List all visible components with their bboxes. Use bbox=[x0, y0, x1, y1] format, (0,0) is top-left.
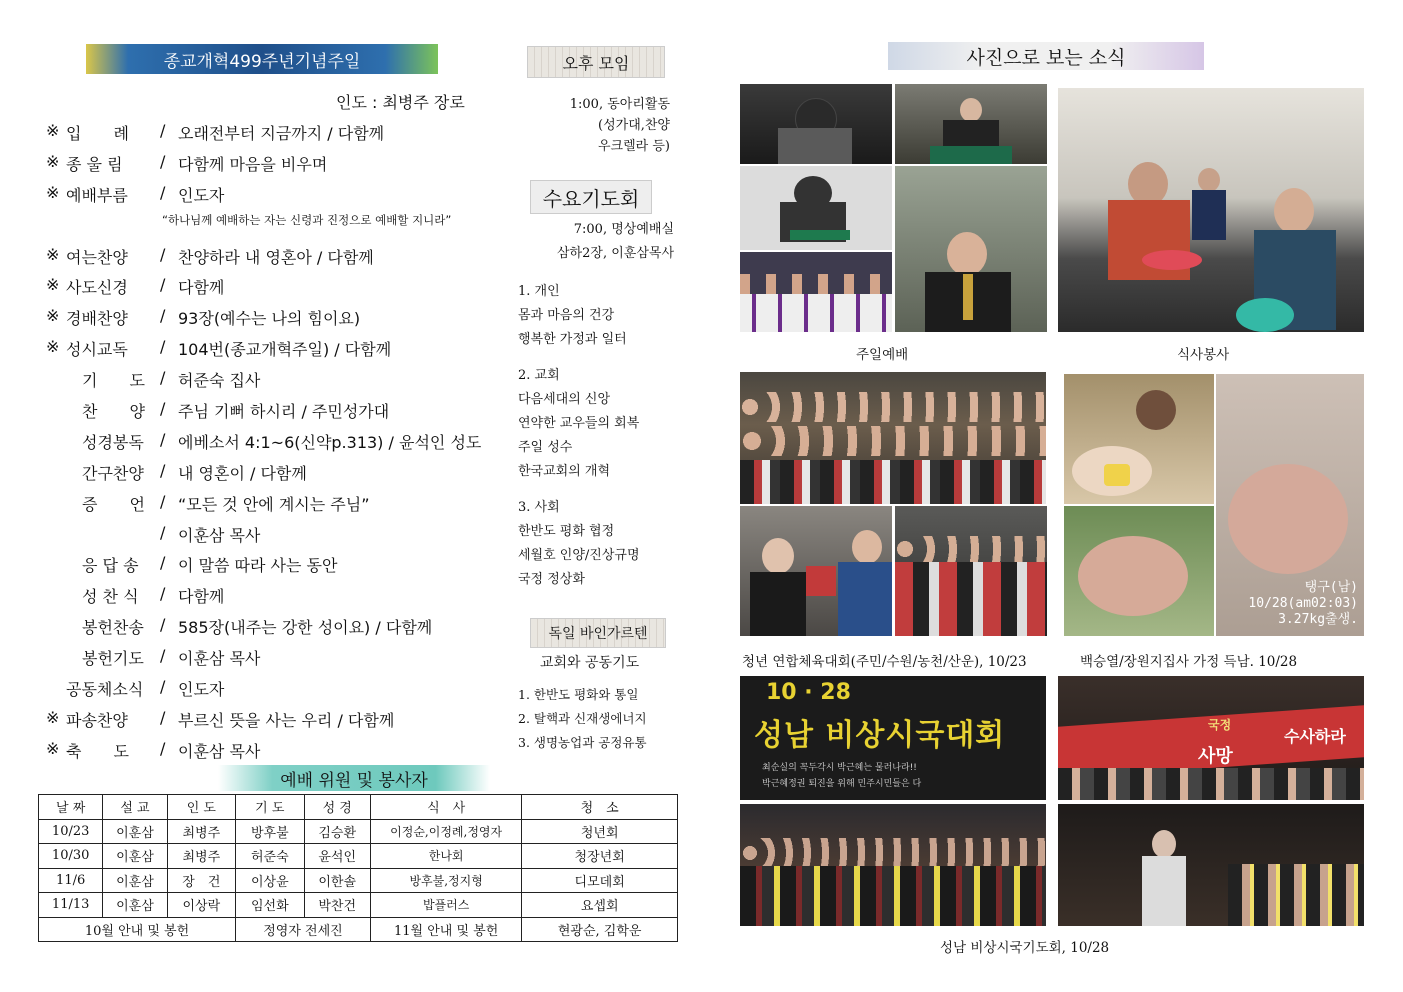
banner-small-2: 박근혜정권 퇴진을 위해 민주시민들은 다 bbox=[762, 779, 922, 789]
protest-sign-2: 사망 bbox=[1198, 746, 1233, 767]
order-separator: / bbox=[160, 399, 166, 419]
order-item-name: 입 례 bbox=[66, 124, 129, 143]
order-item-desc: “모든 것 안에 계시는 주님” bbox=[178, 494, 370, 514]
text-line: 1. 한반도 평화와 통일 bbox=[518, 687, 639, 702]
worship-order-row bbox=[40, 301, 500, 332]
order-item-name: 성 찬 식 bbox=[66, 587, 139, 607]
order-item-name: 파송찬양 bbox=[66, 710, 128, 730]
weingarten-subtitle: 교회와 공동기도 bbox=[540, 655, 640, 671]
table-header-cell: 식 사 bbox=[370, 795, 521, 820]
staff-table bbox=[38, 794, 678, 942]
order-item-name: 공동체소식 bbox=[66, 680, 144, 700]
prayer-topics bbox=[518, 280, 688, 592]
order-separator: / bbox=[160, 584, 166, 604]
worship-order-row bbox=[40, 270, 500, 301]
staff-section-title: 예배 위원 및 봉사자 bbox=[218, 765, 490, 791]
table-cell: 이상락 bbox=[167, 893, 235, 918]
order-separator: / bbox=[160, 491, 166, 511]
table-cell: 방후불 bbox=[236, 819, 304, 844]
order-item-name: 응 답 송 bbox=[66, 556, 139, 576]
worship-photo-choir bbox=[740, 252, 892, 332]
order-mark: ※ bbox=[46, 151, 60, 171]
order-separator: / bbox=[160, 429, 166, 449]
rally-crowd-photo bbox=[740, 804, 1046, 926]
banner-small-1: 최순실의 꼭두각시 박근혜는 물러나라!! bbox=[762, 763, 917, 773]
order-item-desc: 이훈삼 목사 bbox=[178, 649, 261, 669]
worship-photo-prayer bbox=[740, 84, 892, 164]
worship-order-row bbox=[40, 116, 500, 147]
table-row bbox=[39, 893, 678, 918]
banner-main: 성남 비상시국대회 bbox=[754, 718, 1006, 753]
table-cell: 방후불,정지형 bbox=[370, 868, 521, 893]
table-cell: 요셉회 bbox=[522, 893, 678, 918]
table-cell: 이훈삼 bbox=[103, 844, 167, 869]
birth-photo-text bbox=[1248, 580, 1358, 628]
prayer-line: 국정 정상화 bbox=[518, 572, 585, 587]
sports-photo-tug-of-war bbox=[895, 506, 1047, 636]
order-item-desc: 이 말씀 따라 사는 동안 bbox=[178, 556, 338, 576]
afternoon-details bbox=[560, 94, 670, 157]
footer-cell: 10월 안내 및 봉헌 bbox=[39, 917, 236, 942]
order-item-desc: 585장(내주는 강한 성이요) / 다함께 bbox=[178, 618, 433, 638]
text-line: 10/28(am02:03) bbox=[1248, 596, 1358, 611]
order-separator: / bbox=[160, 553, 166, 573]
table-header-cell: 날 짜 bbox=[39, 795, 103, 820]
prayer-line: 1. 개인 bbox=[518, 284, 560, 299]
order-item-name: 성경봉독 bbox=[66, 432, 144, 452]
order-separator: / bbox=[160, 646, 166, 666]
order-separator: / bbox=[160, 306, 166, 326]
table-cell: 이훈삼 bbox=[103, 819, 167, 844]
worship-order-row bbox=[40, 672, 500, 703]
table-cell: 이한솔 bbox=[304, 868, 370, 893]
table-header-cell: 인 도 bbox=[167, 795, 235, 820]
worship-order-row bbox=[40, 363, 500, 394]
rally-prayer-photo bbox=[1058, 804, 1364, 926]
table-cell: 김승환 bbox=[304, 819, 370, 844]
order-item-desc: 이훈삼 목사 bbox=[178, 741, 261, 761]
order-item-desc: 허준숙 집사 bbox=[178, 371, 261, 391]
order-item-name: 예배부름 bbox=[66, 185, 128, 205]
worship-order-row bbox=[40, 332, 500, 363]
order-item-desc: 인도자 bbox=[178, 185, 225, 205]
worship-order-row bbox=[40, 240, 500, 271]
footer-cell: 현광순, 김학운 bbox=[522, 917, 678, 942]
order-mark: ※ bbox=[46, 337, 60, 357]
table-cell: 이훈삼 bbox=[103, 893, 167, 918]
table-cell: 장 건 bbox=[167, 868, 235, 893]
afternoon-meeting-label: 오후 모임 bbox=[562, 53, 630, 73]
table-row bbox=[39, 844, 678, 869]
table-header-cell: 설 교 bbox=[103, 795, 167, 820]
order-item-desc: 104번(종교개혁주일) / 다함께 bbox=[178, 340, 392, 360]
table-row bbox=[39, 868, 678, 893]
table-cell: 허준숙 bbox=[236, 844, 304, 869]
text-line: (성가대,찬양 bbox=[598, 118, 670, 133]
text-line: 7:00, 명상예배실 bbox=[573, 222, 674, 237]
table-cell: 디모데회 bbox=[522, 868, 678, 893]
prayer-line: 행복한 가정과 일터 bbox=[518, 332, 627, 347]
text-line: 3.27kg출생. bbox=[1278, 612, 1358, 627]
rally-caption: 성남 비상시국기도회, 10/28 bbox=[940, 940, 1110, 956]
order-separator: / bbox=[160, 677, 166, 697]
order-item-desc: 내 영혼이 / 다함께 bbox=[178, 463, 307, 483]
sports-caption: 청년 연합체육대회(주민/수원/농천/산운), 10/23 bbox=[742, 654, 1027, 670]
order-mark: ※ bbox=[46, 738, 60, 758]
order-separator: / bbox=[160, 738, 166, 758]
order-item-name: 성시교독 bbox=[66, 340, 128, 360]
worship-order-row bbox=[40, 703, 500, 734]
worship-photo-communion bbox=[740, 166, 892, 250]
sports-group-photo bbox=[740, 372, 1046, 504]
order-item-name: 증 언 bbox=[66, 494, 145, 514]
worship-order-row bbox=[40, 394, 500, 425]
order-mark: ※ bbox=[46, 275, 60, 295]
footer-cell: 정영자 전세진 bbox=[236, 917, 371, 942]
weingarten-list bbox=[518, 683, 647, 755]
prayer-line: 한국교회의 개혁 bbox=[518, 464, 611, 479]
table-cell: 한나회 bbox=[370, 844, 521, 869]
table-header-cell: 성 경 bbox=[304, 795, 370, 820]
footer-cell: 11월 안내 및 봉헌 bbox=[370, 917, 521, 942]
afternoon-meeting-title bbox=[527, 46, 665, 78]
worship-order-row bbox=[40, 610, 500, 641]
order-item-name: 경배찬양 bbox=[66, 309, 128, 329]
table-cell: 윤석인 bbox=[304, 844, 370, 869]
order-separator: / bbox=[160, 151, 166, 171]
prayer-line bbox=[518, 484, 688, 496]
prayer-line: 다음세대의 신앙 bbox=[518, 392, 611, 407]
order-item-name: 봉헌기도 bbox=[66, 649, 144, 669]
wednesday-prayer-label: 수요기도회 bbox=[542, 186, 640, 211]
meal-service-photo bbox=[1058, 88, 1364, 332]
order-mark: ※ bbox=[46, 121, 60, 140]
order-item-desc: 주님 기뻐 하시리 / 주민성가대 bbox=[178, 402, 390, 422]
weingarten-label: 독일 바인가르텐 bbox=[548, 626, 648, 642]
call-to-worship-quote: “하나님께 예배하는 자는 신령과 진정으로 예배할 지니라” bbox=[162, 213, 452, 227]
table-cell: 청년회 bbox=[522, 819, 678, 844]
order-item-name: 기 도 bbox=[66, 371, 145, 391]
protest-sign-1: 수사하라 bbox=[1284, 727, 1346, 746]
weingarten-title bbox=[530, 618, 666, 648]
table-header-cell: 청 소 bbox=[522, 795, 678, 820]
worship-order-row bbox=[40, 641, 500, 672]
service-title-banner bbox=[86, 44, 438, 74]
text-line: 탱구(남) bbox=[1304, 580, 1358, 595]
worship-order-row bbox=[40, 456, 500, 487]
wednesday-details bbox=[534, 218, 674, 266]
worship-order-row bbox=[40, 548, 500, 579]
prayer-line: 주일 성수 bbox=[518, 440, 573, 455]
order-separator: / bbox=[160, 182, 166, 202]
order-separator: / bbox=[160, 337, 166, 357]
table-cell: 밥플러스 bbox=[370, 893, 521, 918]
order-item-desc: 이훈삼 목사 bbox=[178, 525, 261, 545]
order-item-desc: 다함께 bbox=[178, 278, 225, 298]
order-item-desc: 인도자 bbox=[178, 680, 225, 700]
order-separator: / bbox=[160, 707, 166, 727]
worship-photo-preacher bbox=[895, 166, 1047, 332]
text-line: 우크렐라 등) bbox=[598, 139, 670, 154]
table-cell: 최병주 bbox=[167, 819, 235, 844]
table-cell: 10/23 bbox=[39, 819, 103, 844]
protest-sign-3: 국정 bbox=[1208, 718, 1232, 732]
worship-caption: 주일예배 bbox=[856, 347, 909, 363]
prayer-line: 2. 교회 bbox=[518, 368, 560, 383]
service-title: 종교개혁499주년기념주일 bbox=[163, 51, 361, 72]
prayer-line: 3. 사회 bbox=[518, 500, 560, 515]
order-item-desc: 다함께 마음을 비우며 bbox=[178, 154, 328, 174]
order-separator: / bbox=[160, 615, 166, 635]
order-mark: ※ bbox=[46, 707, 60, 727]
text-line: 삼하2장, 이훈삼목사 bbox=[557, 246, 674, 261]
rally-march-photo bbox=[1058, 676, 1364, 800]
order-separator: / bbox=[160, 368, 166, 388]
order-item-name: 사도신경 bbox=[66, 278, 128, 298]
banner-date: 10 · 28 bbox=[766, 680, 851, 705]
prayer-line: 연약한 교우들의 회복 bbox=[518, 416, 640, 431]
table-cell: 최병주 bbox=[167, 844, 235, 869]
table-cell: 11/13 bbox=[39, 893, 103, 918]
table-cell: 박찬건 bbox=[304, 893, 370, 918]
worship-order-row bbox=[40, 734, 500, 765]
worship-order-row bbox=[40, 579, 500, 610]
birth-caption: 백승열/장원지집사 가정 득남. 10/28 bbox=[1080, 654, 1298, 670]
table-footer-row bbox=[39, 917, 678, 942]
order-item-desc: 찬양하라 내 영혼아 / 다함께 bbox=[178, 247, 374, 267]
order-mark: ※ bbox=[46, 306, 60, 326]
prayer-line: 몸과 마음의 건강 bbox=[518, 308, 615, 323]
order-mark: ※ bbox=[46, 244, 60, 264]
table-cell: 이훈삼 bbox=[103, 868, 167, 893]
order-separator: / bbox=[160, 244, 166, 264]
table-row bbox=[39, 819, 678, 844]
sports-photo-youth bbox=[740, 506, 892, 636]
order-item-desc: 93장(예수는 나의 힘이요) bbox=[178, 309, 361, 329]
order-separator: / bbox=[160, 121, 166, 140]
text-line: 2. 탈핵과 신재생에너지 bbox=[518, 711, 647, 726]
photo-news-title bbox=[888, 42, 1204, 70]
order-item-name: 찬 양 bbox=[66, 402, 145, 422]
worship-leader: 인도 : 최병주 장로 bbox=[336, 93, 465, 112]
order-item-name: 종 울 림 bbox=[66, 154, 123, 174]
table-cell: 이상윤 bbox=[236, 868, 304, 893]
table-cell: 임선화 bbox=[236, 893, 304, 918]
order-separator: / bbox=[160, 522, 166, 542]
text-line: 3. 생명농업과 공정유통 bbox=[518, 735, 647, 750]
order-item-name: 간구찬양 bbox=[66, 463, 144, 483]
order-separator: / bbox=[160, 275, 166, 295]
prayer-line: 한반도 평화 협정 bbox=[518, 524, 615, 539]
worship-photo-pulpit bbox=[895, 84, 1047, 164]
table-header-row bbox=[39, 795, 678, 820]
order-item-name: 봉헌찬송 bbox=[66, 618, 144, 638]
table-cell: 11/6 bbox=[39, 868, 103, 893]
birth-photo-family bbox=[1064, 374, 1214, 504]
worship-order-row bbox=[40, 147, 500, 178]
birth-photo-newborn bbox=[1216, 374, 1364, 636]
table-cell: 이정순,이정례,정영자 bbox=[370, 819, 521, 844]
rally-banner-photo bbox=[740, 676, 1046, 800]
order-item-desc: 오래전부터 지금까지 / 다함께 bbox=[178, 124, 385, 143]
order-item-desc: 에베소서 4:1~6(신약p.313) / 윤석인 성도 bbox=[178, 432, 482, 452]
order-mark: ※ bbox=[46, 182, 60, 202]
wednesday-prayer-title bbox=[530, 180, 652, 214]
order-item-desc: 부르신 뜻을 사는 우리 / 다함께 bbox=[178, 710, 395, 730]
worship-order-row bbox=[40, 487, 500, 518]
birth-photo-sleeping bbox=[1064, 506, 1214, 636]
text-line: 1:00, 동아리활동 bbox=[569, 97, 670, 112]
order-item-name: 여는찬양 bbox=[66, 247, 128, 267]
table-cell: 10/30 bbox=[39, 844, 103, 869]
meal-caption: 식사봉사 bbox=[1177, 347, 1230, 363]
table-cell: 청장년회 bbox=[522, 844, 678, 869]
worship-order-row bbox=[40, 178, 500, 209]
prayer-line bbox=[518, 352, 688, 364]
order-item-name: 축 도 bbox=[66, 741, 129, 761]
table-header-cell: 기 도 bbox=[236, 795, 304, 820]
prayer-line: 세월호 인양/진상규명 bbox=[518, 548, 640, 563]
photo-news-label: 사진으로 보는 소식 bbox=[966, 46, 1126, 69]
worship-order-row bbox=[40, 518, 500, 549]
order-separator: / bbox=[160, 460, 166, 480]
worship-order-row bbox=[40, 425, 500, 456]
order-item-desc: 다함께 bbox=[178, 587, 225, 607]
